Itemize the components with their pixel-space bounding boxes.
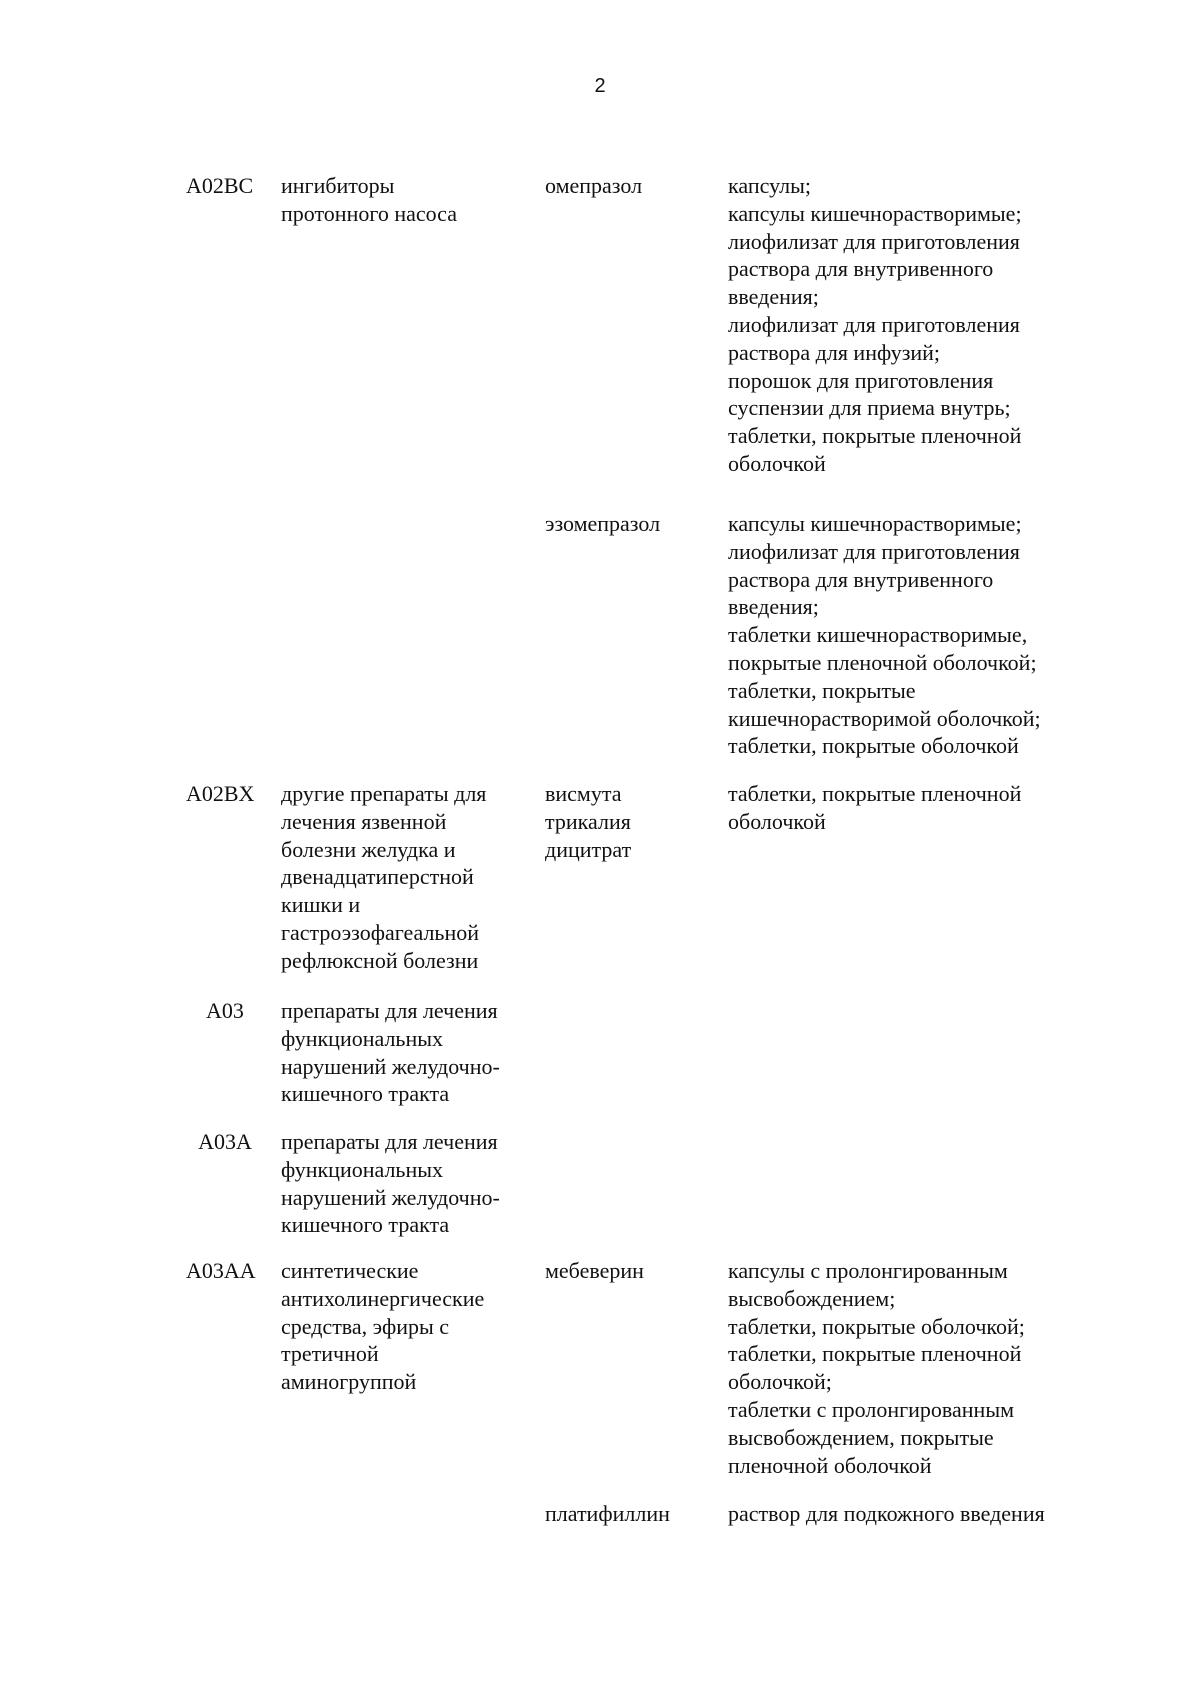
- dosage-forms: капсулы кишечнорастворимые; лиофилизат для приготовления раствора для внутривенного введения; таблетки кишечнорастворимые, покрытые пленочной оболочкой; таблетки, покрытые кишечнорастворимой оболочкой; таблетки, покрытые оболочкой: [728, 511, 1041, 759]
- pharmacological-group: синтетические антихолинергические средства, эфиры с третичной аминогруппой: [281, 1258, 485, 1395]
- drug-name: мебеверин: [545, 1258, 644, 1283]
- dosage-forms: раствор для подкожного введения: [728, 1501, 1045, 1526]
- atc-code: A03: [206, 998, 244, 1023]
- atc-code: A03AA: [186, 1258, 256, 1283]
- pharmacological-group: другие препараты для лечения язвенной болезни желудка и двенадцатиперстной кишки и гастроэзофагеальной рефлюксной болезни: [281, 781, 487, 973]
- pharmacological-group: препараты для лечения функциональных нарушений желудочно- кишечного тракта: [281, 998, 500, 1107]
- drug-name: омепразол: [545, 173, 643, 198]
- page-number: 2: [594, 75, 606, 97]
- atc-code: A03A: [198, 1129, 252, 1154]
- dosage-forms: капсулы; капсулы кишечнорастворимые; лиофилизат для приготовления раствора для внутривенного введения; лиофилизат для приготовления раствора для инфузий; порошок для приготовления суспензии для приема внутрь; таблетки, покрытые пленочной оболочкой: [728, 173, 1022, 476]
- dosage-forms: таблетки, покрытые пленочной оболочкой: [728, 781, 1022, 834]
- dosage-forms: капсулы с пролонгированным высвобождением; таблетки, покрытые оболочкой; таблетки, покрытые пленочной оболочкой; таблетки с пролонгированным высвобождением, покрытые пленочной оболочкой: [728, 1258, 1025, 1478]
- pharmacological-group: ингибиторы протонного насоса: [281, 173, 457, 226]
- atc-code: A02BX: [186, 781, 255, 806]
- drug-name: эзомепразол: [545, 511, 661, 536]
- drug-name: висмута трикалия дицитрат: [545, 781, 632, 862]
- drug-name: платифиллин: [545, 1501, 670, 1526]
- pharmacological-group: препараты для лечения функциональных нарушений желудочно- кишечного тракта: [281, 1129, 500, 1238]
- atc-code: A02BC: [186, 173, 254, 198]
